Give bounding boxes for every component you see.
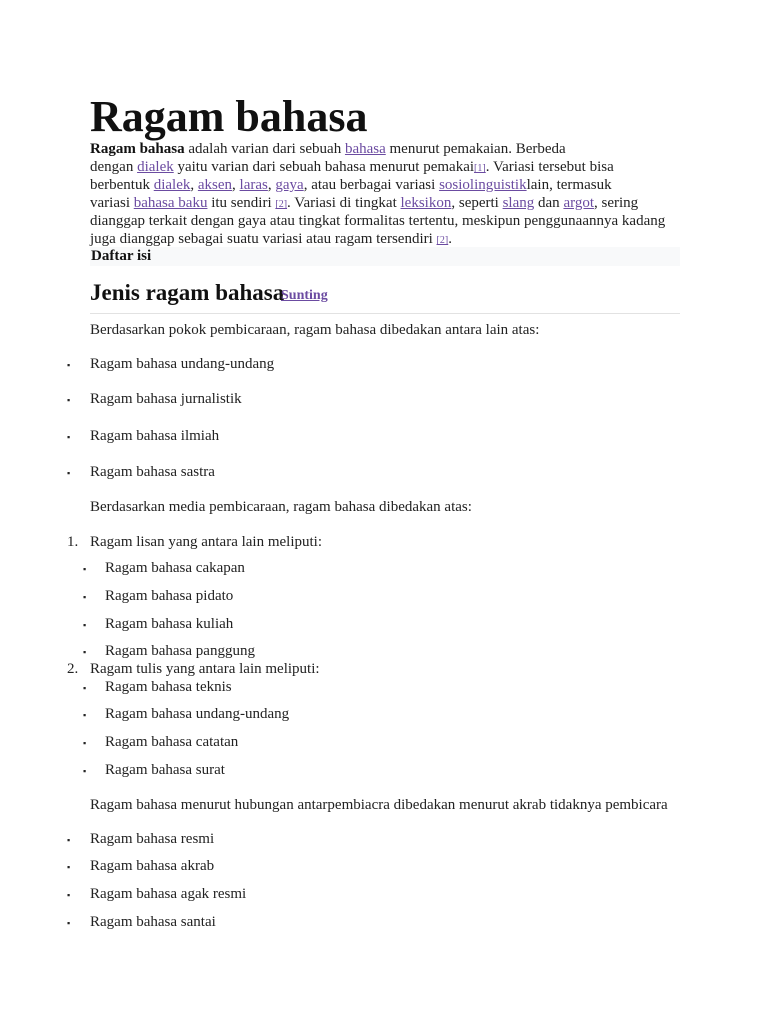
intro-text: ,: [267, 177, 276, 193]
intro-text: lain, termasuk: [526, 177, 612, 193]
link-leksikon[interactable]: leksikon: [400, 195, 452, 211]
sub-list-item: Ragam bahasa pidato: [105, 588, 234, 604]
list-item: Ragam bahasa akrab: [90, 858, 215, 874]
intro-text: itu sendiri: [207, 195, 276, 211]
bullet-icon: ▪: [67, 890, 71, 900]
link-gaya[interactable]: gaya: [275, 177, 304, 193]
intro-line-1: [90, 140, 566, 158]
page-title: Ragam bahasa: [90, 92, 368, 141]
sub-list-item: Ragam bahasa panggung: [105, 643, 255, 659]
intro-text: , atau berbagai variasi: [303, 177, 440, 193]
bullet-icon: ▪: [83, 564, 87, 574]
bullet-icon: ▪: [83, 592, 87, 602]
term-bold: Ragam bahasa: [90, 141, 185, 157]
bullet-icon: ▪: [83, 683, 87, 693]
bullet-icon: ▪: [67, 432, 71, 442]
hubungan-intro: Ragam bahasa menurut hubungan antarpembiacra dibedakan menurut akrab tidaknya pembicara: [90, 797, 668, 813]
link-slang[interactable]: slang: [502, 195, 535, 211]
intro-text: dan: [534, 195, 564, 211]
list-item: Ragam bahasa resmi: [90, 831, 215, 847]
toc-box: [90, 247, 680, 266]
link-bahasa[interactable]: bahasa: [344, 141, 386, 157]
pokok-intro: Berdasarkan pokok pembicaraan, ragam bahasa dibedakan antara lain atas:: [90, 322, 540, 338]
intro-text: variasi: [90, 195, 134, 211]
section-heading: Jenis ragam bahasa: [90, 280, 285, 305]
intro-text: berbentuk: [90, 177, 154, 193]
media-intro: Berdasarkan media pembicaraan, ragam bahasa dibedakan atas:: [90, 499, 472, 515]
intro-text: . Variasi di tingkat: [287, 195, 401, 211]
bullet-icon: ▪: [67, 468, 71, 478]
link-dialek[interactable]: dialek: [137, 159, 174, 175]
bullet-icon: ▪: [83, 710, 87, 720]
intro-text: ,: [190, 177, 198, 193]
reference-2[interactable]: [2]: [436, 235, 449, 246]
list-item: Ragam bahasa santai: [90, 914, 216, 930]
intro-text: adalah varian dari sebuah: [184, 141, 345, 157]
sub-list-item: Ragam bahasa teknis: [105, 679, 232, 695]
reference-1[interactable]: [1]: [474, 163, 486, 174]
intro-text: , sering: [594, 195, 639, 211]
toc-title[interactable]: Daftar isi: [91, 248, 152, 264]
bullet-icon: ▪: [83, 647, 87, 657]
intro-text: .: [448, 231, 452, 247]
sub-list-item: Ragam bahasa catatan: [105, 734, 239, 750]
bullet-icon: ▪: [67, 395, 71, 405]
numbered-item: Ragam tulis yang antara lain meliputi:: [90, 661, 320, 677]
list-item: Ragam bahasa jurnalistik: [90, 391, 242, 407]
link-bahasa-baku[interactable]: bahasa baku: [133, 195, 208, 211]
bullet-icon: ▪: [67, 360, 71, 370]
sub-list-item: Ragam bahasa surat: [105, 762, 225, 778]
intro-text: , seperti: [451, 195, 503, 211]
list-item: Ragam bahasa ilmiah: [90, 428, 220, 444]
link-sosiolinguistik[interactable]: sosiolinguistik: [439, 177, 527, 193]
link-dialek[interactable]: dialek: [153, 177, 191, 193]
sub-list-item: Ragam bahasa cakapan: [105, 560, 245, 576]
list-number: 2.: [67, 661, 79, 677]
sub-list-item: Ragam bahasa kuliah: [105, 616, 234, 632]
bullet-icon: ▪: [67, 835, 71, 845]
list-item: Ragam bahasa agak resmi: [90, 886, 247, 902]
bullet-icon: ▪: [67, 918, 71, 928]
intro-text: dengan: [90, 159, 138, 175]
intro-text: yaitu varian dari sebuah bahasa menurut pemakai: [173, 159, 475, 175]
numbered-item: Ragam lisan yang antara lain meliputi:: [90, 534, 323, 550]
edit-section-link[interactable]: Sunting: [281, 288, 328, 303]
bullet-icon: ▪: [83, 620, 87, 630]
list-number: 1.: [67, 534, 79, 550]
intro-line-4: [90, 194, 638, 214]
bullet-icon: ▪: [67, 862, 71, 872]
intro-line-3: [90, 176, 612, 194]
link-laras[interactable]: laras: [239, 177, 268, 193]
intro-text: juga dianggap sebagai suatu variasi atau ragam tersendiri: [90, 231, 437, 247]
intro-text: ,: [232, 177, 240, 193]
sub-list-item: Ragam bahasa undang-undang: [105, 706, 290, 722]
bullet-icon: ▪: [83, 738, 87, 748]
intro-text: menurut pemakaian. Berbeda: [385, 141, 566, 157]
intro-line-2: [90, 158, 614, 178]
bullet-icon: ▪: [83, 766, 87, 776]
link-aksen[interactable]: aksen: [197, 177, 233, 193]
intro-text: . Variasi tersebut bisa: [485, 159, 614, 175]
list-item: Ragam bahasa undang-undang: [90, 356, 275, 372]
section-divider: [90, 313, 680, 314]
link-argot[interactable]: argot: [563, 195, 594, 211]
list-item: Ragam bahasa sastra: [90, 464, 215, 480]
reference-2[interactable]: [2]: [275, 199, 288, 210]
intro-line-5: dianggap terkait dengan gaya atau tingkat formalitas tertentu, meskipun penggunaannya kadang: [90, 213, 666, 229]
